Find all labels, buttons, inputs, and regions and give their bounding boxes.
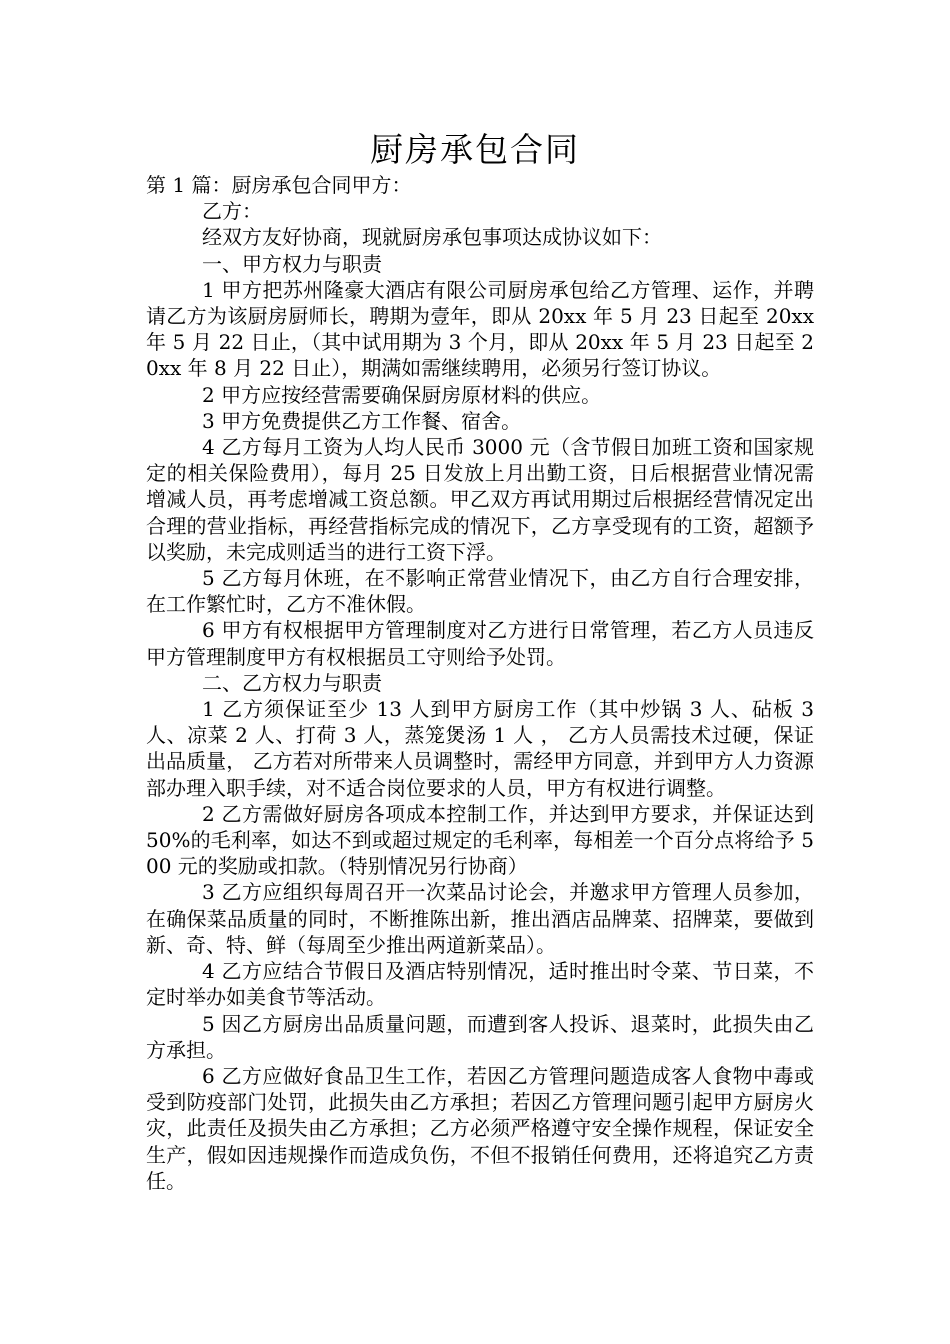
clause-a-4: 4 乙方每月工资为人均人民币 3000 元（含节假日加班工资和国家规定的相关保险费用），每月 25 日发放上月出勤工资，日后根据营业情况需增减人员，再考虑增减工资总额。甲乙双方再试用期过后根据经营情况定出合理的营业指标，再经营指标完成的情况下，乙方享受现有的工资，超额予以奖励，未完成则适当的进行工资下浮。: [146, 435, 814, 564]
paragraph-preamble: 经双方友好协商，现就厨房承包事项达成协议如下：: [202, 225, 662, 250]
paragraph-heading-part-1: 第 1 篇：厨房承包合同甲方：: [146, 173, 412, 197]
clause-a-1: 1 甲方把苏州隆豪大酒店有限公司厨房承包给乙方管理、运作，并聘请乙方为该厨房厨师长，聘期为壹年，即从 20xx 年 5 月 23 日起至 20xx 年 5 月 22 日止，（其中试用期为 3 个月，即从 20xx 年 5 月 23 日起至 20xx 年 8 月 22 日止），期满如需继续聘用，必须另行签订协议。: [146, 277, 814, 381]
clause-a-2: 2 甲方应按经营需要确保厨房原材料的供应。: [202, 382, 602, 407]
clause-b-5: 5 因乙方厨房出品质量问题，而遭到客人投诉、退菜时，此损失由乙方承担。: [146, 1011, 814, 1062]
section-heading-party-a: 一、甲方权力与职责: [202, 251, 382, 276]
paragraph-party-b: 乙方：: [202, 199, 262, 224]
section-heading-party-b: 二、乙方权力与职责: [202, 670, 382, 695]
clause-a-6: 6 甲方有权根据甲方管理制度对乙方进行日常管理，若乙方人员违反甲方管理制度甲方有权根据员工守则给予处罚。: [146, 618, 814, 669]
clause-a-3: 3 甲方免费提供乙方工作餐、宿舍。: [202, 408, 522, 433]
clause-b-3: 3 乙方应组织每周召开一次菜品讨论会，并邀求甲方管理人员参加，在确保菜品质量的同时，不断推陈出新，推出酒店品牌菜、招牌菜，要做到新、奇、特、鲜（每周至少推出两道新菜品）。: [146, 880, 814, 957]
clause-b-4: 4 乙方应结合节假日及酒店特别情况，适时推出时令菜、节日菜，不定时举办如美食节等活动。: [146, 959, 814, 1010]
document-body: [146, 172, 814, 1194]
clause-a-5: 5 乙方每月休班，在不影响正常营业情况下，由乙方自行合理安排，在工作繁忙时，乙方不准休假。: [146, 566, 814, 617]
clause-b-1: 1 乙方须保证至少 13 人到甲方厨房工作（其中炒锅 3 人、砧板 3 人、凉菜 2 人、打荷 3 人，蒸笼煲汤 1 人 ， 乙方人员需技术过硬，保证出品质量， 乙方若对所带来人员调整时，需经甲方同意，并到甲方人力资源部办理入职手续，对不适合岗位要求的人员，甲方有权进行调整。: [146, 697, 814, 800]
clause-b-6: 6 乙方应做好食品卫生工作，若因乙方管理问题造成客人食物中毒或受到防疫部门处罚，此损失由乙方承担；若因乙方管理问题引起甲方厨房火灾，此责任及损失由乙方承担；乙方必须严格遵守安全操作规程，保证安全生产，假如因违规操作而造成负伤，不但不报销任何费用，还将追究乙方责任。: [146, 1063, 814, 1193]
clause-b-2: 2 乙方需做好厨房各项成本控制工作，并达到甲方要求，并保证达到 50%的毛利率，如达不到或超过规定的毛利率，每相差一个百分点将给予 500 元的奖励或扣款。（特别情况另行协商）: [146, 801, 814, 879]
document-title: 厨房承包合同: [370, 130, 580, 169]
